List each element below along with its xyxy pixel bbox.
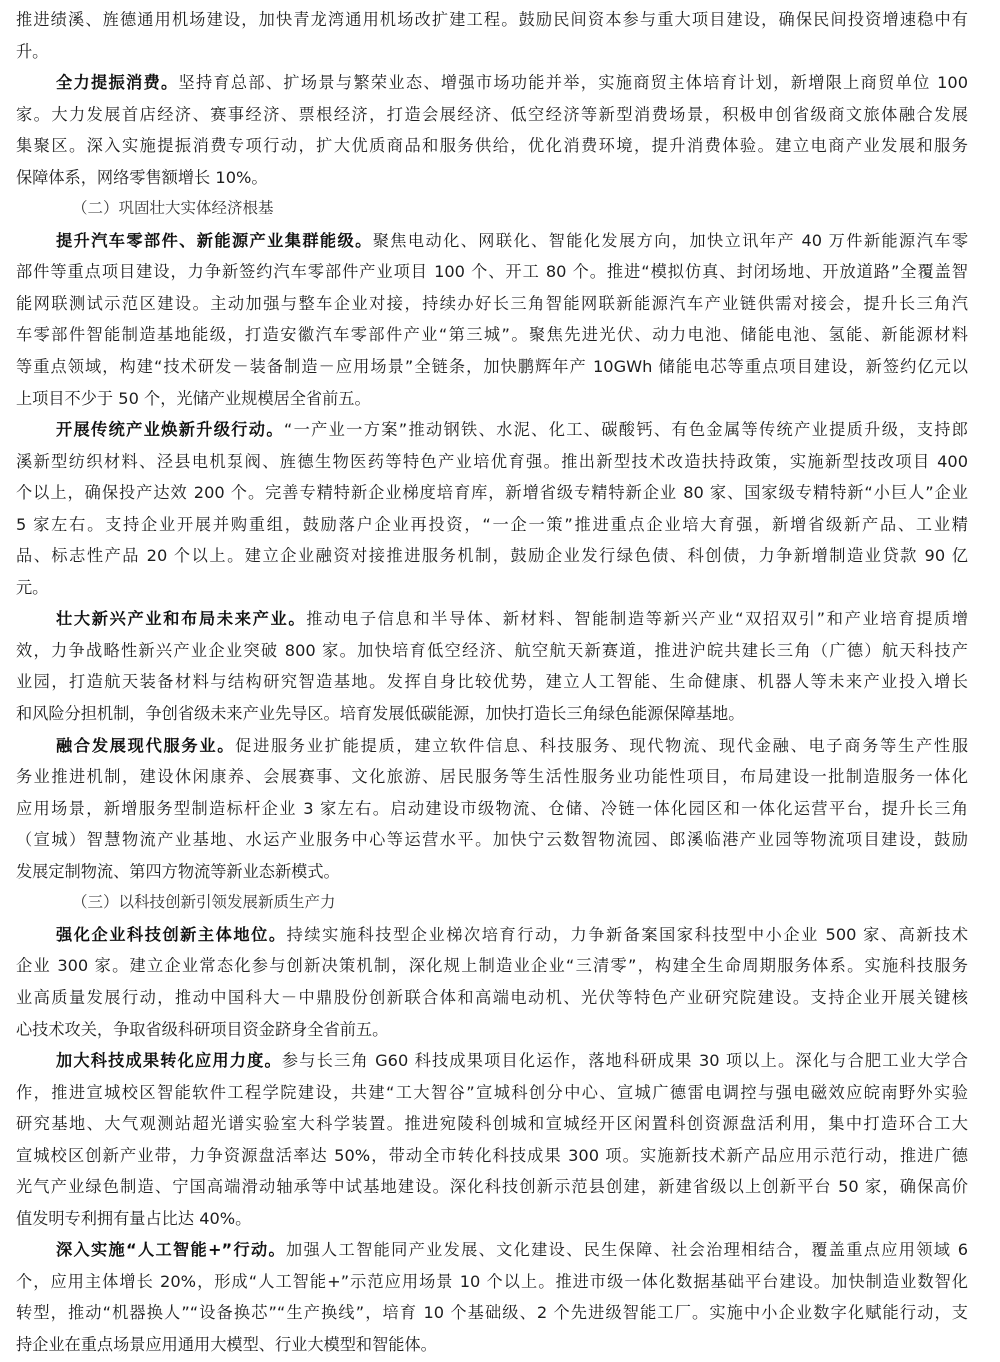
line-text: 光气产业绿色制造、宁国高端滑动轴承等中试基地建设。深化科技创新示范县创建，新建省级以上创新平台 50 家，确保高价: [16, 1177, 968, 1197]
text-line: [16, 635, 968, 667]
line-text: 研究基地、大气观测站超光谱实验室大科学装置。推进宛陵科创城和宣城经开区闲置科创资源盘活利用，集中打造环合工大: [16, 1114, 968, 1134]
text-line: [16, 698, 968, 730]
line-text: 升。: [16, 41, 49, 61]
text-line: [16, 982, 968, 1014]
text-line: [16, 67, 968, 99]
section-heading: （三）以科技创新引领发展新质生产力: [72, 893, 336, 912]
paragraph-lead-title: 壮大新兴产业和布局未来产业。: [56, 609, 307, 629]
line-text: 聚焦电动化、网联化、智能化发展方向，加快立讯年产 40 万件新能源汽车零: [372, 230, 969, 250]
line-text: 持续实施科技型企业梯次培育行动，力争新备案国家科技型中小企业 500 家、高新技术: [286, 924, 969, 944]
line-text: 宣城校区创新产业带，力争资源盘活率达 50%，带动全市转化科技成果 300 项。实施新技术新产品应用示范行动，推进广德: [16, 1145, 968, 1165]
paragraph: [16, 1045, 968, 1234]
text-line: [16, 761, 968, 793]
text-line: [16, 1014, 968, 1046]
line-text: 应用场景，新增服务型制造标杆企业 3 家左右。启动建设市级物流、仓储、冷链一体化园区和一体化运营平台，提升长三角: [16, 798, 968, 818]
line-text: 业高质量发展行动，推动中国科大－中鼎股份创新联合体和高端电动机、光伏等特色产业研究院建设。支持企业开展关键核: [16, 987, 968, 1007]
line-text: 溪新型纺织材料、泾县电机泵阀、旌德生物医药等特色产业培优育强。推出新型技术改造扶持政策，实施新型技改项目 400: [16, 451, 968, 471]
line-text: 品、标志性产品 20 个以上。建立企业融资对接推进服务机制，鼓励企业发行绿色债、科创债，力争新增制造业贷款 90 亿: [16, 546, 968, 566]
text-line: [16, 1045, 968, 1077]
paragraph: [16, 919, 968, 1045]
line-text: 家。大力发展首店经济、赛事经济、票根经济，打造会展经济、低空经济等新型消费场景，积极申创省级商文旅体融合发展: [16, 104, 968, 124]
text-line: [16, 856, 968, 888]
paragraph: [16, 4, 968, 67]
text-line: [16, 1234, 968, 1266]
text-line: [16, 572, 968, 604]
line-text: 心技术攻关，争取省级科研项目资金跻身全省前五。: [16, 1019, 389, 1039]
paragraph-lead-title: 深入实施“人工智能+”行动。: [56, 1240, 287, 1260]
line-text: 发展定制物流、第四方物流等新业态新模式。: [16, 861, 340, 881]
section-heading: （二）巩固壮大实体经济根基: [72, 199, 274, 218]
text-line: [16, 1203, 968, 1235]
paragraph-lead-title: 融合发展现代服务业。: [56, 735, 236, 755]
text-line: [16, 225, 968, 257]
text-line: [16, 4, 968, 36]
text-line: [16, 351, 968, 383]
text-line: [16, 824, 968, 856]
text-line: [16, 793, 968, 825]
text-line: [16, 383, 968, 415]
text-line: [16, 36, 968, 68]
paragraph: [16, 1234, 968, 1360]
line-text: 促进服务业扩能提质，建立软件信息、科技服务、现代物流、现代金融、电子商务等生产性服: [235, 735, 969, 755]
document-body: [16, 4, 968, 1361]
text-line: [16, 1329, 968, 1361]
text-line: [16, 1266, 968, 1298]
line-text: 参与长三角 G60 科技成果项目化运作，落地科研成果 30 项以上。深化与合肥工业大学合: [281, 1051, 968, 1071]
line-text: 5 家左右。支持企业开展并购重组，鼓励落户企业再投资，“一企一策”推进重点企业培大育强，新增省级新产品、工业精: [16, 514, 968, 534]
text-line: [16, 1171, 968, 1203]
paragraph-lead-title: 提升汽车零部件、新能源产业集群能级。: [56, 230, 373, 250]
paragraph-lead-title: 全力提振消费。: [56, 73, 179, 93]
paragraph-lead-title: 开展传统产业焕新升级行动。: [56, 420, 284, 440]
text-line: [16, 477, 968, 509]
text-line: [16, 919, 968, 951]
text-line: [16, 1108, 968, 1140]
line-text: 集聚区。深入实施提振消费专项行动，扩大优质商品和服务供给，优化消费环境，提升消费体验。建立电商产业发展和服务: [16, 136, 968, 156]
paragraph: [16, 67, 968, 193]
line-text: 保障体系，网络零售额增长 10%。: [16, 167, 268, 187]
text-line: [16, 1297, 968, 1329]
paragraph: [16, 603, 968, 729]
line-text: 部件等重点项目建设，力争新签约汽车零部件产业项目 100 个、开工 80 个。推进“模拟仿真、封闭场地、开放道路”全覆盖智: [16, 262, 968, 282]
line-text: 能网联测试示范区建设。主动加强与整车企业对接，持续办好长三角智能网联新能源汽车产业链供需对接会，提升长三角汽: [16, 293, 968, 313]
line-text: 车零部件智能制造基地能级，打造安徽汽车零部件产业“第三城”。聚焦先进光伏、动力电池、储能电池、氢能、新能源材料: [16, 325, 968, 345]
text-line: [16, 319, 968, 351]
line-text: 和风险分担机制，争创省级未来产业先导区。培育发展低碳能源，加快打造长三角绿色能源保障基地。: [16, 704, 745, 724]
paragraph-lead-title: 强化企业科技创新主体地位。: [56, 924, 287, 944]
line-text: 元。: [16, 577, 49, 597]
text-line: [16, 130, 968, 162]
text-line: [16, 730, 968, 762]
line-text: （宣城）智慧物流产业基地、水运产业服务中心等运营水平。加快宁云数智物流园、郎溪临港产业园等物流项目建设，鼓励: [16, 830, 968, 850]
line-text: 上项目不少于 50 个，光储产业规模居全省前五。: [16, 388, 371, 408]
line-text: 务业推进机制，建设休闲康养、会展赛事、文化旅游、居民服务等生活性服务业功能性项目，布局建设一批制造服务一体化: [16, 767, 968, 787]
text-line: [16, 446, 968, 478]
text-line: [16, 256, 968, 288]
text-line: [16, 603, 968, 635]
line-text: 加强人工智能同产业发展、文化建设、民生保障、社会治理相结合，覆盖重点应用领域 6: [286, 1240, 969, 1260]
text-line: [16, 509, 968, 541]
line-text: 值发明专利拥有量占比达 40%。: [16, 1208, 252, 1228]
paragraph: [16, 414, 968, 603]
line-text: “一产业一方案”推动钢铁、水泥、化工、碳酸钙、有色金属等传统产业提质升级，支持郎: [283, 420, 968, 440]
line-text: 推进绩溪、旌德通用机场建设，加快青龙湾通用机场改扩建工程。鼓励民间资本参与重大项目建设，确保民间投资增速稳中有: [16, 10, 968, 29]
line-text: 企业 300 家。建立企业常态化参与创新决策机制，深化规上制造业企业“三清零”，构建全生命周期服务体系。实施科技服务: [16, 956, 968, 976]
paragraph: [16, 225, 968, 414]
paragraph-lead-title: 加大科技成果转化应用力度。: [56, 1051, 282, 1071]
text-line: [16, 288, 968, 320]
line-text: 效，力争战略性新兴产业企业突破 800 家。加快培育低空经济、航空航天新赛道，推进沪皖共建长三角（广德）航天科技产: [16, 640, 968, 660]
text-line: [16, 1140, 968, 1172]
line-text: 持企业在重点场景应用通用大模型、行业大模型和智能体。: [16, 1334, 437, 1354]
text-line: [16, 950, 968, 982]
line-text: 转型，推动“机器换人”“设备换芯”“生产换线”，培育 10 个基础级、2 个先进级智能工厂。实施中小企业数字化赋能行动，支: [16, 1303, 968, 1323]
text-line: [16, 162, 968, 194]
line-text: 个以上，确保投产达效 200 个。完善专精特新企业梯度培育库，新增省级专精特新企业 80 家、国家级专精特新“小巨人”企业: [16, 483, 968, 503]
text-line: [16, 99, 968, 131]
text-line: [16, 1077, 968, 1109]
paragraph: [16, 730, 968, 888]
line-text: 作，推进宣城校区智能软件工程学院建设，共建“工大智谷”宣城科创分中心、宣城广德雷电调控与强电磁效应皖南野外实验: [16, 1082, 968, 1102]
text-line: [16, 666, 968, 698]
line-text: 业园，打造航天装备材料与结构研究智造基地。发挥自身比较优势，建立人工智能、生命健康、机器人等未来产业投入增长: [16, 672, 968, 692]
text-line: [16, 540, 968, 572]
text-line: [16, 414, 968, 446]
line-text: 个，应用主体增长 20%，形成“人工智能+”示范应用场景 10 个以上。推进市级一体化数据基础平台建设。加快制造业数智化: [16, 1271, 968, 1291]
line-text: 推动电子信息和半导体、新材料、智能制造等新兴产业“双招双引”和产业培育提质增: [306, 609, 969, 629]
line-text: 等重点领域，构建“技术研发－装备制造－应用场景”全链条，加快鹏辉年产 10GWh 储能电芯等重点项目建设，新签约亿元以: [16, 357, 968, 377]
line-text: 坚持育总部、扩场景与繁荣业态、增强市场功能并举，实施商贸主体培育计划，新增限上商贸单位 100: [178, 73, 968, 93]
